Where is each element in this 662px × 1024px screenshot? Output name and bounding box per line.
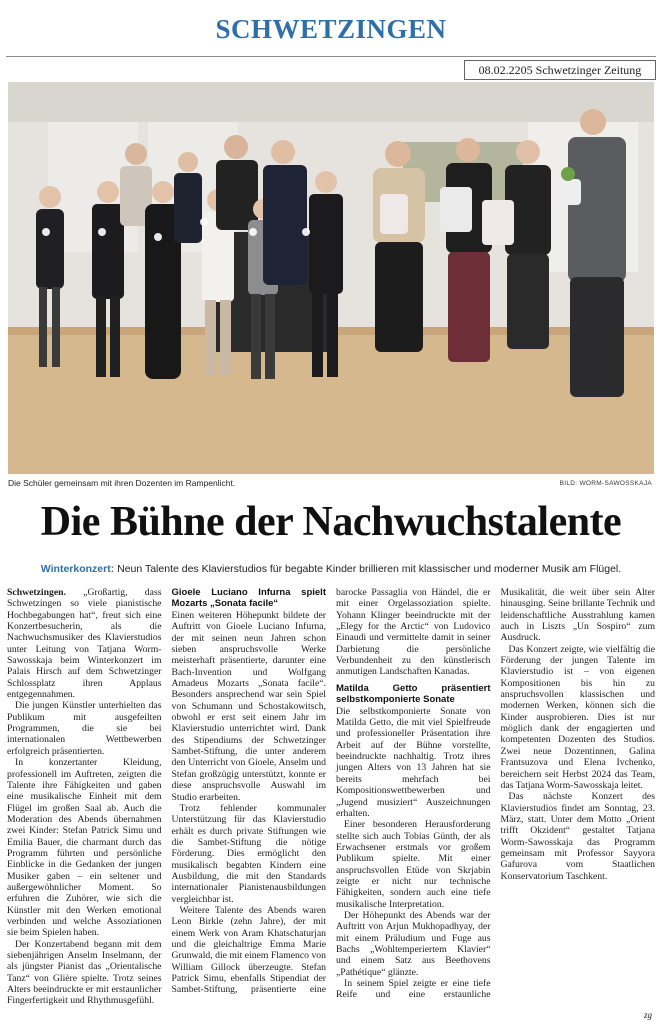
paragraph: Trotz fehlender kommunaler Unterstützung für das Klavierstudio erhält es durch private Stiftungen wie die Sambet-Stiftung die nötige Förderung. Dies ermöglicht den musikalisch begabten Kindern eine Ausbildung, die mit den Standards internationaler Pianistenausbildungen vergleichbar ist. [171, 802, 326, 905]
dateline-place: Schwetzingen. [7, 587, 66, 598]
paragraph: Einen weiteren Höhepunkt bildete der Auftritt von Gioele Luciano Infurna, der mit seinen neun Jahren schon sieben anspruchsvolle Werke meisterhaft präsentierte, darunter eine Bach-Invention und Wolfgang Amadeus Mozarts „Sonata facile“. Besonders ansprechend war sein Spiel von Schumann und Schostakowitsch, obwohl er erst seit einem Jahr im Klavierstudio unterrichtet wird. Dank des Stipendiums der Schwetzinger Sambet-Stiftung, die unter anderem den Unterricht von Gioele, Anselm und Stefan großzügig unterstützt, konnte er diese anspruchsvolle Auswahl im Studio erarbeiten. [171, 610, 326, 803]
masthead-title: SCHWETZINGEN [215, 14, 447, 44]
teaser-text: Neun Talente des Klavierstudios für begabte Kinder brillieren mit klassischer und moderner Musik am Flügel. [114, 563, 622, 575]
photo-credit: BILD: WORM-SAWOSSKAJA [559, 480, 652, 487]
article-body [7, 587, 655, 1007]
paragraph: Schwetzingen. „Großartig, dass Schwetzingen so viele pianistische Hochbegabungen hat“, freut sich eine Konzertbesucherin, als die Nachwuchsmusiker des Klavierstudios unter Leitung von Tatjana Worm-Sawosskaja beim Winterkonzert im Palais Hirsch auf dem Schwetzinger Schlossplatz ihren Applaus entgegennahmen. [7, 587, 162, 701]
paragraph: Das Konzert zeigte, wie vielfältig die Förderung der jungen Talente im Klavierstudio ist – von eigenen Kompositionen bis hin zu anspruchsvollen klassischen und modernen Werken, können sich die Kinder ausprobieren. Dies ist nur möglich dank der engagierten und kompetenten Dozenten des Studios. Zwei neue Dozentinnen, Galina Frantsuzova und Elena Ivchenko, bereichern seit Herbst 2024 das Team, das Tatjana Worm-Sawosskaja leitet. [500, 643, 655, 791]
paragraph: Die selbstkomponierte Sonate von Matilda Getto, die mit viel Spielfreude und professioneller Präsentation ihre Arbeit auf der Bühne vorstellte, beeindruckte nachhaltig. Trotz ihres jungen Alters von 13 Jahren hat sie bereits mehrfach bei Kompositionswettbewerben und „Jugend musiziert“ Auszeichnungen erhalten. [336, 705, 491, 819]
paragraph: Weitere Talente des Abends waren Leon Birkle (zehn Jahre), der mit einem Werk von Aram Khatschaturjan und die gleichaltrige Emma Marie Grunwald, die mit einem Flamenco von William Gillock überzeugte. Stefan Patrick Simu, ebenfalls Stipendiat der Sambet-Stiftung, präsentierte eine barocke Passaglia von Händel, die er mit einer Orgelassoziation spielte. Yohann Klinger beeindruckte mit der „Elegy for the Arctic“ von Ludovico Einaudi und vermittelte damit in seiner Darbietung die persönliche Verbundenheit zu den künstlerisch anmutigen Landschaften Kanadas. [171, 587, 491, 996]
subheading: Gioele Luciano Infurna spielt Mozarts „Sonata facile“ [171, 587, 326, 609]
paragraph: In seinem Spiel zeigte er eine tiefe Reife und eine erstaunliche Musikalität, die weit über sein Alter hinausging. Seine brillante Technik und leidenschaftliche Ausstrahlung kamen auch in Liszts „Un Sospiro“ zum Ausdruck. [336, 587, 655, 1001]
photo-caption: Die Schüler gemeinsam mit ihren Dozenten im Rampenlicht. [8, 478, 236, 488]
article-teaser [0, 563, 662, 575]
article-headline: Die Bühne der Nachwuchstalente [40, 499, 622, 545]
masthead-rule [6, 56, 656, 57]
group-photo-illustration [8, 82, 654, 474]
article-photo [8, 82, 654, 474]
paragraph: Der Konzertabend begann mit dem siebenjährigen Anselm Inselmann, der als jüngster Pianist das „Orientalische Tanz“ von Glière spielte. Trotz seines Alters beeindruckte er mit erstaunlicher Fingerfertigkeit und Rhythmusgefühl. [7, 938, 162, 1007]
paragraph: Der Höhepunkt des Abends war der Auftritt von Arjun Mukhopadhyay, der mit einem Präludium und Fuge aus Bachs „Wohltemperiertem Klavier“ und einem Satz aus Beethovens „Pathétique“ glänzte. [336, 909, 491, 978]
dateline: 08.02.2205 Schwetzinger Zeitung [464, 60, 656, 80]
paragraph: Das nächste Konzert des Klavierstudios findet am Sonntag, 23. März, statt. Unter dem Motto „Orient trifft Okzident“ gestaltet Tatjana Worm-Sawosskaja das Programm gemeinsam mit Professor Sayyora Gafurova vom Staatlichen Konservatorium Taschkent. [500, 791, 655, 882]
paragraph: In konzertanter Kleidung, professionell im Auftreten, zeigten die Talente ihre Fähigkeiten und gaben eine musikalische Einheit mit dem Flügel im großen Saal ab. Auch die Moderation des Abends übernahmen zwei Kinder: Stefan Patrick Simu und Emilia Bauer, die charmant durch das Programm führten und persönliche Einblicke in die Gedanken der jungen Musiker gaben – ein seltener und außergewöhnlicher Moment. So erfuhren die Zuhörer, wie sich die Künstler mit den Werken emotional verbinden und welche Assoziationen sie beim Spielen haben. [7, 757, 162, 939]
teaser-kicker: Winterkonzert: [40, 563, 115, 575]
subheading: Matilda Getto präsentiert selbstkomponierte Sonate [336, 682, 491, 705]
paragraph: Die jungen Künstler unterhielten das Publikum mit ausgefeilten Programmen, die sie bei internationalen Wettbewerben erfolgreich präsentierten. [7, 700, 162, 757]
author-initials: zg [643, 1010, 652, 1020]
paragraph: Einer besonderen Herausforderung stellte sich auch Tobias Günth, der als Erwachsener erstmals vor großem Publikum spielte. Mit einer anspruchsvollen Etüde von Skrjabin zeigte er nicht nur technische Fähigkeiten, sondern auch eine tiefe musikalische Interpretation. [336, 819, 491, 910]
